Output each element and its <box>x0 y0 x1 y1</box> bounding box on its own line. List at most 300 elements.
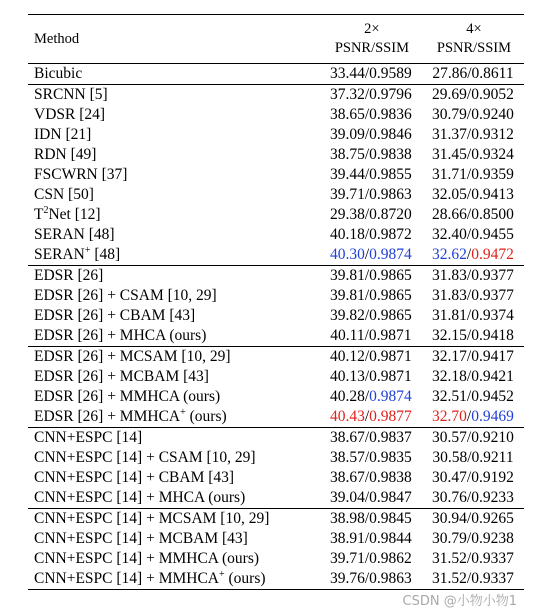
ssim-2x-value: 0.9796 <box>369 86 412 103</box>
psnr-4x-value: 31.81 <box>432 307 467 324</box>
value-separator: / <box>364 246 370 263</box>
psnr-ssim-4x-cell <box>422 125 524 145</box>
value-separator: / <box>364 186 370 203</box>
ssim-4x-value: 0.9452 <box>471 388 514 405</box>
scale-4x-header <box>422 15 524 64</box>
table-row <box>28 326 524 347</box>
method-cell <box>28 428 320 449</box>
method-name: EDSR [26] <box>34 267 104 284</box>
results-table-wrap <box>28 14 524 590</box>
method-name: CNN+ESPC [14] + MHCA (ours) <box>34 489 246 506</box>
psnr-2x-value: 38.91 <box>329 530 365 547</box>
method-reference: (ours) <box>228 570 266 587</box>
table-row <box>28 185 524 205</box>
ssim-2x-value: 0.9871 <box>369 348 412 365</box>
psnr-ssim-2x-cell <box>320 286 422 306</box>
value-separator: / <box>364 348 370 365</box>
method-reference: [49] <box>70 146 97 163</box>
psnr-2x-value: 39.81 <box>329 267 365 284</box>
method-name: CNN+ESPC [14] + CBAM [43] <box>34 469 235 486</box>
table-row <box>28 125 524 145</box>
value-separator: / <box>466 146 472 163</box>
value-separator: / <box>364 307 370 324</box>
psnr-2x-value: 38.57 <box>329 449 365 466</box>
ssim-2x-value: 0.9838 <box>369 146 412 163</box>
psnr-ssim-2x-cell <box>320 306 422 326</box>
psnr-2x-value: 38.98 <box>329 510 365 527</box>
method-cell <box>28 347 320 368</box>
value-separator: / <box>364 287 370 304</box>
value-separator: / <box>466 327 472 344</box>
method-cell <box>28 387 320 407</box>
results-table <box>28 14 524 590</box>
value-separator: / <box>466 126 472 143</box>
psnr-ssim-4x-cell <box>422 488 524 509</box>
ssim-4x-value: 0.9418 <box>471 327 514 344</box>
psnr-4x-value: 32.15 <box>432 327 467 344</box>
table-row <box>28 64 524 85</box>
ssim-4x-value: 0.9421 <box>471 368 514 385</box>
method-cell <box>28 549 320 569</box>
table-row <box>28 468 524 488</box>
value-separator: / <box>466 429 472 446</box>
table-row <box>28 407 524 428</box>
psnr-ssim-4x-cell <box>422 145 524 165</box>
value-separator: / <box>364 429 370 446</box>
psnr-ssim-4x-cell <box>422 347 524 368</box>
psnr-ssim-2x-cell <box>320 266 422 287</box>
table-row <box>28 85 524 106</box>
psnr-ssim-4x-cell <box>422 185 524 205</box>
value-separator: / <box>466 206 472 223</box>
method-superscript: 2 <box>43 205 49 216</box>
method-cell <box>28 286 320 306</box>
method-suffix: Net <box>48 206 71 223</box>
method-name: SERAN <box>34 226 85 243</box>
psnr-ssim-4x-cell <box>422 367 524 387</box>
method-cell <box>28 529 320 549</box>
value-separator: / <box>364 206 370 223</box>
table-row <box>28 347 524 368</box>
method-cell <box>28 569 320 590</box>
ssim-2x-value: 0.9865 <box>369 267 412 284</box>
psnr-ssim-2x-cell <box>320 488 422 509</box>
method-cell <box>28 165 320 185</box>
method-cell <box>28 125 320 145</box>
method-name: EDSR [26] + MCSAM [10, 29] <box>34 348 231 365</box>
psnr-ssim-2x-cell <box>320 468 422 488</box>
method-cell <box>28 468 320 488</box>
method-cell <box>28 225 320 245</box>
method-reference: [50] <box>68 186 94 203</box>
ssim-2x-value: 0.9835 <box>369 449 412 466</box>
value-separator: / <box>364 388 370 405</box>
psnr-2x-value: 39.71 <box>329 186 365 203</box>
psnr-2x-value: 38.67 <box>329 469 365 486</box>
value-separator: / <box>466 246 472 263</box>
method-reference: [5] <box>89 86 108 103</box>
method-superscript: + <box>180 407 186 418</box>
table-row <box>28 529 524 549</box>
value-separator: / <box>364 126 370 143</box>
value-separator: / <box>467 65 472 82</box>
psnr-ssim-4x-cell <box>422 85 524 106</box>
psnr-2x-value: 33.44 <box>329 65 365 82</box>
value-separator: / <box>466 469 472 486</box>
ssim-2x-value: 0.9877 <box>369 408 412 425</box>
psnr-4x-value: 32.70 <box>432 408 467 425</box>
psnr-4x-value: 30.79 <box>432 106 467 123</box>
method-name: EDSR [26] + CSAM [10, 29] <box>34 287 217 304</box>
psnr-4x-value: 31.52 <box>432 570 467 587</box>
value-separator: / <box>364 530 370 547</box>
value-separator: / <box>364 489 370 506</box>
value-separator: / <box>364 226 370 243</box>
scale-4x-label: 4× <box>466 21 482 37</box>
ssim-4x-value: 0.9455 <box>471 226 514 243</box>
method-name: Bicubic <box>34 65 83 82</box>
psnr-ssim-4x-cell <box>422 468 524 488</box>
method-reference: [37] <box>101 166 128 183</box>
ssim-2x-value: 0.9846 <box>369 126 412 143</box>
value-separator: / <box>467 449 472 466</box>
psnr-ssim-4x-cell <box>422 286 524 306</box>
psnr-ssim-2x-cell <box>320 448 422 468</box>
method-header: Method <box>34 31 80 47</box>
ssim-2x-value: 0.9589 <box>369 65 412 82</box>
ssim-2x-value: 0.9871 <box>368 327 412 344</box>
table-row <box>28 569 524 590</box>
value-separator: / <box>466 489 472 506</box>
method-superscript: + <box>84 245 91 256</box>
ssim-4x-value: 0.9377 <box>471 287 514 304</box>
method-superscript: + <box>219 569 225 580</box>
value-separator: / <box>364 146 370 163</box>
table-row <box>28 448 524 468</box>
psnr-ssim-2x-cell <box>320 326 422 347</box>
method-cell <box>28 145 320 165</box>
value-separator: / <box>466 510 472 527</box>
value-separator: / <box>466 307 472 324</box>
table-row <box>28 509 524 530</box>
ssim-2x-value: 0.9844 <box>369 530 412 547</box>
method-name: EDSR [26] + MMHCA (ours) <box>34 388 221 405</box>
psnr-ssim-4x-cell <box>422 326 524 347</box>
metric-2x-label: PSNR/SSIM <box>334 40 409 56</box>
psnr-2x-value: 40.12 <box>329 348 365 365</box>
table-row <box>28 367 524 387</box>
value-separator: / <box>466 368 472 385</box>
method-name: EDSR [26] + CBAM [43] <box>34 307 196 324</box>
method-cell <box>28 448 320 468</box>
method-name: FSCWRN <box>34 166 98 183</box>
psnr-2x-value: 40.18 <box>329 226 365 243</box>
ssim-2x-value: 0.9871 <box>369 368 412 385</box>
ssim-4x-value: 0.8500 <box>471 206 514 223</box>
psnr-2x-value: 39.81 <box>329 287 365 304</box>
method-cell <box>28 509 320 530</box>
value-separator: / <box>364 510 370 527</box>
method-name: SERAN <box>34 246 85 263</box>
method-cell <box>28 306 320 326</box>
method-cell <box>28 105 320 125</box>
psnr-ssim-4x-cell <box>422 306 524 326</box>
psnr-4x-value: 31.83 <box>432 267 467 284</box>
psnr-4x-value: 32.17 <box>432 348 467 365</box>
ssim-4x-value: 0.9265 <box>471 510 514 527</box>
psnr-ssim-2x-cell <box>320 245 422 266</box>
ssim-2x-value: 0.9874 <box>369 246 412 263</box>
method-cell <box>28 205 320 225</box>
value-separator: / <box>466 166 472 183</box>
psnr-ssim-4x-cell <box>422 245 524 266</box>
method-name: EDSR [26] + MCBAM [43] <box>34 368 209 385</box>
psnr-ssim-2x-cell <box>320 569 422 590</box>
ssim-4x-value: 0.9238 <box>471 530 514 547</box>
psnr-ssim-2x-cell <box>320 347 422 368</box>
table-row <box>28 145 524 165</box>
method-name: VDSR <box>34 106 76 123</box>
psnr-4x-value: 32.51 <box>432 388 467 405</box>
psnr-2x-value: 39.04 <box>329 489 365 506</box>
ssim-2x-value: 0.9865 <box>369 287 412 304</box>
psnr-ssim-4x-cell <box>422 448 524 468</box>
psnr-ssim-2x-cell <box>320 85 422 106</box>
psnr-2x-value: 40.30 <box>329 246 365 263</box>
value-separator: / <box>364 327 369 344</box>
ssim-2x-value: 0.9845 <box>369 510 412 527</box>
psnr-4x-value: 32.40 <box>432 226 467 243</box>
value-separator: / <box>466 106 472 123</box>
psnr-2x-value: 39.76 <box>329 570 365 587</box>
psnr-ssim-4x-cell <box>422 509 524 530</box>
method-name: T <box>34 206 44 223</box>
scale-2x-header <box>320 15 422 64</box>
method-reference: [48] <box>88 226 115 243</box>
value-separator: / <box>466 186 472 203</box>
psnr-ssim-2x-cell <box>320 125 422 145</box>
value-separator: / <box>364 65 370 82</box>
method-cell <box>28 367 320 387</box>
method-reference: [12] <box>74 206 101 223</box>
method-name: EDSR [26] + MMHCA <box>34 408 181 425</box>
value-separator: / <box>364 106 370 123</box>
psnr-ssim-2x-cell <box>320 367 422 387</box>
value-separator: / <box>466 550 472 567</box>
psnr-2x-value: 39.09 <box>329 126 365 143</box>
psnr-2x-value: 39.44 <box>329 166 365 183</box>
psnr-4x-value: 28.66 <box>432 206 467 223</box>
method-name: CNN+ESPC [14] + MMHCA (ours) <box>34 550 260 567</box>
psnr-4x-value: 30.57 <box>432 429 467 446</box>
psnr-ssim-4x-cell <box>422 407 524 428</box>
psnr-2x-value: 38.67 <box>329 429 365 446</box>
psnr-4x-value: 30.47 <box>432 469 467 486</box>
value-separator: / <box>466 267 472 284</box>
method-cell <box>28 85 320 106</box>
table-row <box>28 225 524 245</box>
psnr-2x-value: 40.13 <box>329 368 365 385</box>
psnr-ssim-4x-cell <box>422 549 524 569</box>
table-row <box>28 488 524 509</box>
ssim-4x-value: 0.9413 <box>471 186 514 203</box>
ssim-4x-value: 0.9211 <box>471 449 514 466</box>
value-separator: / <box>364 86 370 103</box>
method-cell <box>28 407 320 428</box>
ssim-2x-value: 0.9863 <box>369 186 412 203</box>
value-separator: / <box>364 449 370 466</box>
ssim-2x-value: 0.9855 <box>369 166 412 183</box>
method-name: CNN+ESPC [14] + CSAM [10, 29] <box>34 449 256 466</box>
psnr-ssim-4x-cell <box>422 205 524 225</box>
ssim-2x-value: 0.8720 <box>369 206 412 223</box>
psnr-ssim-2x-cell <box>320 407 422 428</box>
method-name: CNN+ESPC [14] + MCSAM [10, 29] <box>34 510 270 527</box>
psnr-ssim-2x-cell <box>320 145 422 165</box>
psnr-ssim-2x-cell <box>320 529 422 549</box>
value-separator: / <box>364 368 370 385</box>
table-row <box>28 205 524 225</box>
metric-4x-label: PSNR/SSIM <box>436 40 512 56</box>
method-reference: [24] <box>79 106 106 123</box>
psnr-4x-value: 31.71 <box>432 166 467 183</box>
table-row <box>28 165 524 185</box>
psnr-ssim-2x-cell <box>320 165 422 185</box>
table-row <box>28 549 524 569</box>
psnr-2x-value: 37.32 <box>329 86 365 103</box>
value-separator: / <box>364 570 370 587</box>
method-reference: [48] <box>94 246 121 263</box>
value-separator: / <box>364 166 370 183</box>
psnr-2x-value: 29.38 <box>329 206 365 223</box>
method-name: EDSR [26] + MHCA (ours) <box>34 327 207 344</box>
ssim-4x-value: 0.9417 <box>471 348 514 365</box>
ssim-2x-value: 0.9838 <box>369 469 412 486</box>
psnr-ssim-4x-cell <box>422 569 524 590</box>
psnr-4x-value: 32.62 <box>432 246 467 263</box>
ssim-2x-value: 0.9872 <box>369 226 412 243</box>
ssim-2x-value: 0.9836 <box>369 106 412 123</box>
ssim-4x-value: 0.9192 <box>471 469 514 486</box>
ssim-2x-value: 0.9837 <box>369 429 412 446</box>
value-separator: / <box>466 226 472 243</box>
table-body <box>28 64 524 590</box>
ssim-2x-value: 0.9862 <box>369 550 412 567</box>
psnr-4x-value: 31.83 <box>432 287 467 304</box>
method-name: CNN+ESPC [14] + MCBAM [43] <box>34 530 248 547</box>
value-separator: / <box>466 530 472 547</box>
ssim-4x-value: 0.9324 <box>471 146 514 163</box>
method-cell <box>28 64 320 85</box>
psnr-2x-value: 38.65 <box>329 106 365 123</box>
method-name: CNN+ESPC [14] + MMHCA <box>34 570 219 587</box>
ssim-2x-value: 0.9847 <box>369 489 412 506</box>
table-row <box>28 387 524 407</box>
value-separator: / <box>364 469 370 486</box>
psnr-ssim-4x-cell <box>422 428 524 449</box>
table-row <box>28 266 524 287</box>
psnr-4x-value: 30.79 <box>432 530 467 547</box>
table-row <box>28 286 524 306</box>
table-row <box>28 306 524 326</box>
table-row <box>28 428 524 449</box>
value-separator: / <box>466 348 472 365</box>
table-row <box>28 245 524 266</box>
psnr-2x-value: 39.82 <box>329 307 365 324</box>
psnr-ssim-2x-cell <box>320 387 422 407</box>
psnr-2x-value: 38.75 <box>329 146 365 163</box>
psnr-ssim-2x-cell <box>320 205 422 225</box>
method-cell <box>28 245 320 266</box>
ssim-4x-value: 0.9233 <box>471 489 514 506</box>
psnr-ssim-4x-cell <box>422 387 524 407</box>
psnr-4x-value: 32.18 <box>432 368 467 385</box>
method-cell <box>28 266 320 287</box>
psnr-4x-value: 30.58 <box>432 449 468 466</box>
ssim-2x-value: 0.9865 <box>369 307 412 324</box>
psnr-4x-value: 31.37 <box>432 126 467 143</box>
scale-2x-label: 2× <box>364 21 380 37</box>
psnr-ssim-2x-cell <box>320 428 422 449</box>
method-name: RDN <box>34 146 67 163</box>
psnr-ssim-2x-cell <box>320 64 422 85</box>
psnr-ssim-2x-cell <box>320 105 422 125</box>
ssim-2x-value: 0.9874 <box>369 388 412 405</box>
method-cell <box>28 185 320 205</box>
csdn-watermark: CSDN @小物小物1 <box>402 594 517 609</box>
method-name: IDN <box>34 126 62 143</box>
ssim-4x-value: 0.9240 <box>471 106 514 123</box>
ssim-4x-value: 0.9312 <box>471 126 514 143</box>
ssim-4x-value: 0.9359 <box>471 166 514 183</box>
psnr-2x-value: 40.43 <box>329 408 365 425</box>
method-name: CNN+ESPC [14] <box>34 429 143 446</box>
psnr-4x-value: 31.45 <box>432 146 467 163</box>
ssim-4x-value: 0.9374 <box>471 307 514 324</box>
psnr-2x-value: 39.71 <box>329 550 365 567</box>
table-row <box>28 105 524 125</box>
value-separator: / <box>364 408 370 425</box>
psnr-4x-value: 32.05 <box>432 186 467 203</box>
psnr-ssim-4x-cell <box>422 225 524 245</box>
ssim-4x-value: 0.9337 <box>471 550 514 567</box>
psnr-ssim-2x-cell <box>320 549 422 569</box>
method-name: SRCNN <box>34 86 86 103</box>
psnr-4x-value: 31.52 <box>432 550 467 567</box>
method-reference: (ours) <box>189 408 227 425</box>
value-separator: / <box>466 388 472 405</box>
psnr-ssim-4x-cell <box>422 529 524 549</box>
value-separator: / <box>364 267 370 284</box>
psnr-2x-value: 40.11 <box>330 327 365 344</box>
method-cell <box>28 488 320 509</box>
value-separator: / <box>466 408 472 425</box>
psnr-ssim-2x-cell <box>320 509 422 530</box>
value-separator: / <box>466 287 472 304</box>
psnr-ssim-2x-cell <box>320 225 422 245</box>
psnr-ssim-4x-cell <box>422 165 524 185</box>
psnr-4x-value: 30.94 <box>432 510 467 527</box>
psnr-2x-value: 40.28 <box>329 388 365 405</box>
method-reference: [21] <box>65 126 92 143</box>
ssim-4x-value: 0.9472 <box>471 246 514 263</box>
psnr-ssim-2x-cell <box>320 185 422 205</box>
ssim-4x-value: 0.9210 <box>471 429 514 446</box>
ssim-4x-value: 0.9377 <box>471 267 514 284</box>
psnr-ssim-4x-cell <box>422 105 524 125</box>
header-row <box>28 15 524 64</box>
method-name: CSN <box>34 186 65 203</box>
